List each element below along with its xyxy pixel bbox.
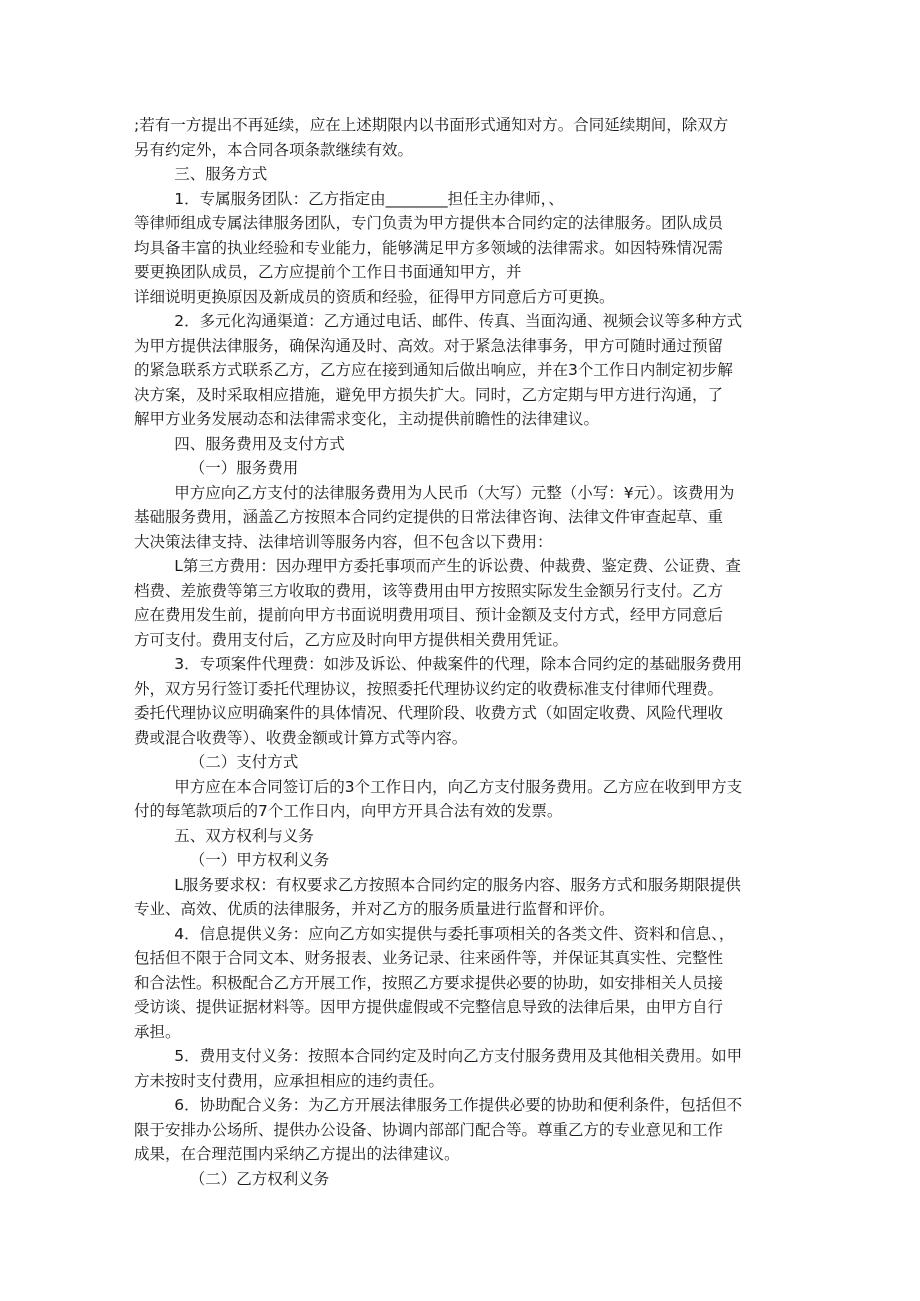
text-line: ;若有一方提出不再延续，应在上述期限内以书面形式通知对方。合同延续期间，除双方 (134, 116, 729, 134)
paragraph-start-line: 五、双方权利与义务 (174, 826, 314, 845)
text-line: 档费、差旅费等第三方收取的费用，该等费用由甲方按照实际发生金额另行支付。乙方 (134, 581, 724, 600)
text-line: 的紧急联系方式联系乙方，乙方应在接到通知后做出响应，并在3个工作日内制定初步解 (134, 361, 733, 379)
paragraph-start-line: 3．专项案件代理费：如涉及诉讼、仲裁案件的代理，除本合同约定的基础服务费用 (174, 655, 743, 673)
paragraph-start-line: L服务要求权：有权要求乙方按照本合同约定的服务内容、服务方式和服务期限提供 (174, 875, 741, 894)
paragraph-start-line: 2．多元化沟通渠道：乙方通过电话、邮件、传真、当面沟通、视频会议等多种方式 (174, 312, 743, 330)
paragraph-start-line: L第三方费用：因办理甲方委托事项而产生的诉讼费、仲裁费、鉴定费、公证费、查 (174, 557, 741, 575)
paragraph-start-line: （一）服务费用 (189, 459, 299, 477)
text-line: 方未按时支付费用，应承担相应的违约责任。 (134, 1071, 445, 1090)
text-line: 另有约定外，本合同各项条款继续有效。 (134, 140, 414, 159)
document-body (134, 113, 794, 1191)
text-line: 要更换团队成员，乙方应提前个工作日书面通知甲方，并 (134, 263, 522, 281)
text-line: 等律师组成专属法律服务团队，专门负责为甲方提供本合同约定的法律服务。团队成员 (134, 214, 724, 232)
text-line: 承担。 (134, 1022, 181, 1041)
text-line: 专业、高效、优质的法律服务，并对乙方的服务质量进行监督和评价。 (134, 900, 615, 918)
paragraph-start-line: （二）乙方权利义务 (189, 1169, 330, 1188)
paragraph-start-line: 6．协助配合义务：为乙方开展法律服务工作提供必要的协助和便利条件，包括但不 (174, 1096, 743, 1114)
text-line: 解甲方业务发展动态和法律需求变化，主动提供前瞻性的法律建议。 (134, 410, 600, 428)
paragraph-start-line: 四、服务费用及支付方式 (174, 434, 345, 453)
text-line: 包括但不限于合同文本、财务报表、业务记录、往来函件等，并保证其真实性、完整性 (134, 949, 724, 967)
text-line: 基础服务费用，涵盖乙方按照本合同约定提供的日常法律咨询、法律文件审查起草、重 (134, 508, 724, 526)
paragraph-start-line: 甲方应在本合同签订后的3个工作日内，向乙方支付服务费用。乙方应在收到甲方支 (174, 777, 743, 796)
text-line: 方可支付。费用支付后，乙方应及时向甲方提供相关费用凭证。 (134, 630, 569, 649)
text-line: 和合法性。积极配合乙方开展工作，按照乙方要求提供必要的协助，如安排相关人员接 (134, 973, 724, 992)
paragraph-start-line: 甲方应向乙方支付的法律服务费用为人民币（大写）元整（小写：¥元）。该费用为 (174, 483, 735, 502)
text-line: 详细说明更换原因及新成员的资质和经验，征得甲方同意后方可更换。 (134, 287, 615, 306)
paragraph-start-line: 5．费用支付义务：按照本合同约定及时向乙方支付服务费用及其他相关费用。如甲 (174, 1047, 743, 1065)
text-line: 委托代理协议应明确案件的具体情况、代理阶段、收费方式（如固定收费、风险代理收 (134, 704, 724, 722)
text-line: 成果，在合理范围内采纳乙方提出的法律建议。 (134, 1145, 460, 1163)
text-line: 均具备丰富的执业经验和专业能力，能够满足甲方多领域的法律需求。如因特殊情况需 (134, 238, 724, 257)
text-line: 应在费用发生前，提前向甲方书面说明费用项目、预计金额及支付方式，经甲方同意后 (134, 606, 724, 624)
paragraph-start-line: （一）甲方权利义务 (189, 851, 330, 869)
text-line: 付的每笔款项后的7个工作日内，向甲方开具合法有效的发票。 (134, 802, 563, 820)
text-line: 决方案，及时采取相应措施，避免甲方损失扩大。同时，乙方定期与甲方进行沟通，了 (134, 385, 724, 404)
text-line: 为甲方提供法律服务，确保沟通及时、高效。对于紧急法律事务，甲方可随时通过预留 (134, 336, 724, 355)
text-line: 外，双方另行签订委托代理协议，按照委托代理协议约定的收费标准支付律师代理费。 (134, 679, 724, 698)
paragraph-start-line: 4．信息提供义务：应向乙方如实提供与委托事项相关的各类文件、资料和信息、， (174, 924, 735, 943)
paragraph-start-line: 1．专属服务团队：乙方指定由________担任主办律师，、 (174, 189, 564, 208)
text-line: 受访谈、提供证据材料等。因甲方提供虚假或不完整信息导致的法律后果，由甲方自行 (134, 998, 724, 1016)
paragraph-start-line: （二）支付方式 (189, 753, 299, 771)
text-line: 大决策法律支持、法律培训等服务内容，但不包含以下费用： (134, 532, 553, 551)
text-line: 费或混合收费等）、收费金额或计算方式等内容。 (134, 728, 468, 747)
text-line: 限于安排办公场所、提供办公设备、协调内部部门配合等。尊重乙方的专业意见和工作 (134, 1120, 724, 1139)
paragraph-start-line: 三、服务方式 (174, 165, 268, 183)
